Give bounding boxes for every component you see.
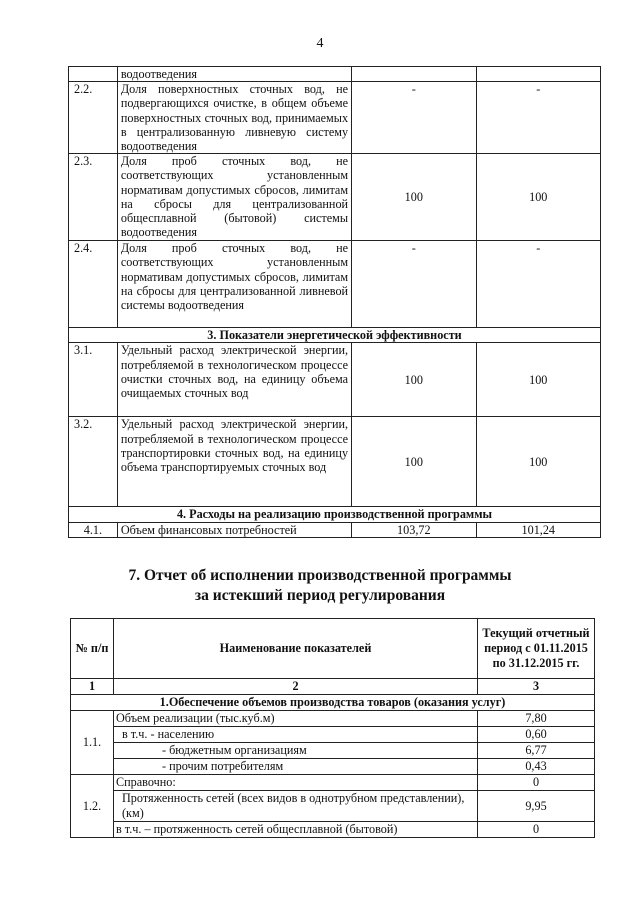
section-title: 3. Показатели энергетической эффективности — [69, 328, 601, 343]
table-row — [69, 417, 601, 507]
table-row — [71, 727, 595, 743]
row-value-1: 100 — [352, 154, 476, 241]
row-label: Справочно: — [114, 775, 478, 791]
header-period: Текущий отчетный период с 01.11.2015 по 31.12.2015 гг. — [478, 619, 595, 679]
table-row — [71, 775, 595, 791]
row-description: Удельный расход электрической энергии, потребляемой в технологическом процессе транспортировки сточных вод, на единицу объема транспортируемых сточных вод — [117, 417, 351, 507]
row-value-2: - — [476, 241, 600, 328]
colnum-row — [71, 679, 595, 695]
row-value-2: - — [476, 82, 600, 154]
row-number: 3.1. — [69, 343, 118, 417]
row-description: Доля поверхностных сточных вод, не подвергающихся очистке, в общем объеме поверхностных сточных вод, принимаемых в централизованную ливневую систему водоотведения — [117, 82, 351, 154]
row-value-1: 100 — [352, 343, 476, 417]
row-description: Доля проб сточных вод, не соответствующих установленным нормативам допустимых сбросов, лимитам на сбросы для централизованной общесплавной (бытовой) системы водоотведения — [117, 154, 351, 241]
row-value: 0,43 — [478, 759, 595, 775]
row-value-1: - — [352, 241, 476, 328]
section-row — [71, 695, 595, 711]
section-row — [69, 507, 601, 522]
row-number: 2.2. — [69, 82, 118, 154]
row-value-2: 100 — [476, 154, 600, 241]
row-number: 1.2. — [71, 775, 114, 838]
page-number: 4 — [316, 36, 324, 51]
row-label: - прочим потребителям — [114, 759, 478, 775]
row-description: водоотведения — [117, 67, 351, 82]
row-value: 9,95 — [478, 791, 595, 822]
table-row — [71, 711, 595, 727]
colnum-1: 1 — [71, 679, 114, 695]
row-label: - бюджетным организациям — [114, 743, 478, 759]
table-row — [69, 154, 601, 241]
row-number: 2.3. — [69, 154, 118, 241]
table-row — [69, 522, 601, 537]
report-table — [70, 618, 595, 838]
row-number: 1.1. — [71, 711, 114, 775]
table-row — [69, 67, 601, 82]
row-value: 7,80 — [478, 711, 595, 727]
section-title: 1.Обеспечение объемов производства товаров (оказания услуг) — [71, 695, 595, 711]
table-row — [71, 791, 595, 822]
table-row — [69, 343, 601, 417]
row-value: 0,60 — [478, 727, 595, 743]
colnum-3: 3 — [478, 679, 595, 695]
indicators-table — [68, 66, 601, 538]
heading-line-1: 7. Отчет об исполнении производственной программы — [128, 567, 512, 584]
row-number: 3.2. — [69, 417, 118, 507]
row-description: Удельный расход электрической энергии, потребляемой в технологическом процессе очистки сточных вод, на единицу объема очищаемых сточных вод — [117, 343, 351, 417]
row-value: 0 — [478, 822, 595, 838]
table-row — [71, 759, 595, 775]
row-label: Объем реализации (тыс.куб.м) — [114, 711, 478, 727]
row-label: в т.ч. – протяженность сетей общесплавной (бытовой) — [114, 822, 478, 838]
table-row — [69, 241, 601, 328]
row-value-1: - — [352, 82, 476, 154]
header-name: Наименование показателей — [114, 619, 478, 679]
row-value: 6,77 — [478, 743, 595, 759]
row-value-1: 100 — [352, 417, 476, 507]
row-number: 4.1. — [69, 522, 118, 537]
row-value-1: 103,72 — [352, 522, 476, 537]
table-row — [71, 822, 595, 838]
row-label: в т.ч. - населению — [114, 727, 478, 743]
table-row — [69, 82, 601, 154]
row-value: 0 — [478, 775, 595, 791]
row-label: Протяженность сетей (всех видов в однотрубном представлении), (км) — [114, 791, 478, 822]
section-title: 4. Расходы на реализацию производственной программы — [69, 507, 601, 522]
row-description: Доля проб сточных вод, не соответствующих установленным нормативам допустимых сбросов, лимитам на сбросы для централизованной ливневой системы водоотведения — [117, 241, 351, 328]
row-value-2: 100 — [476, 343, 600, 417]
heading-line-2: за истекший период регулирования — [194, 587, 446, 604]
header-num: № п/п — [71, 619, 114, 679]
header-row — [71, 619, 595, 679]
row-value-2: 100 — [476, 417, 600, 507]
table-row — [71, 743, 595, 759]
colnum-2: 2 — [114, 679, 478, 695]
section-row — [69, 328, 601, 343]
row-number: 2.4. — [69, 241, 118, 328]
section-heading — [0, 566, 640, 606]
row-value-2: 101,24 — [476, 522, 600, 537]
row-description: Объем финансовых потребностей — [117, 522, 351, 537]
